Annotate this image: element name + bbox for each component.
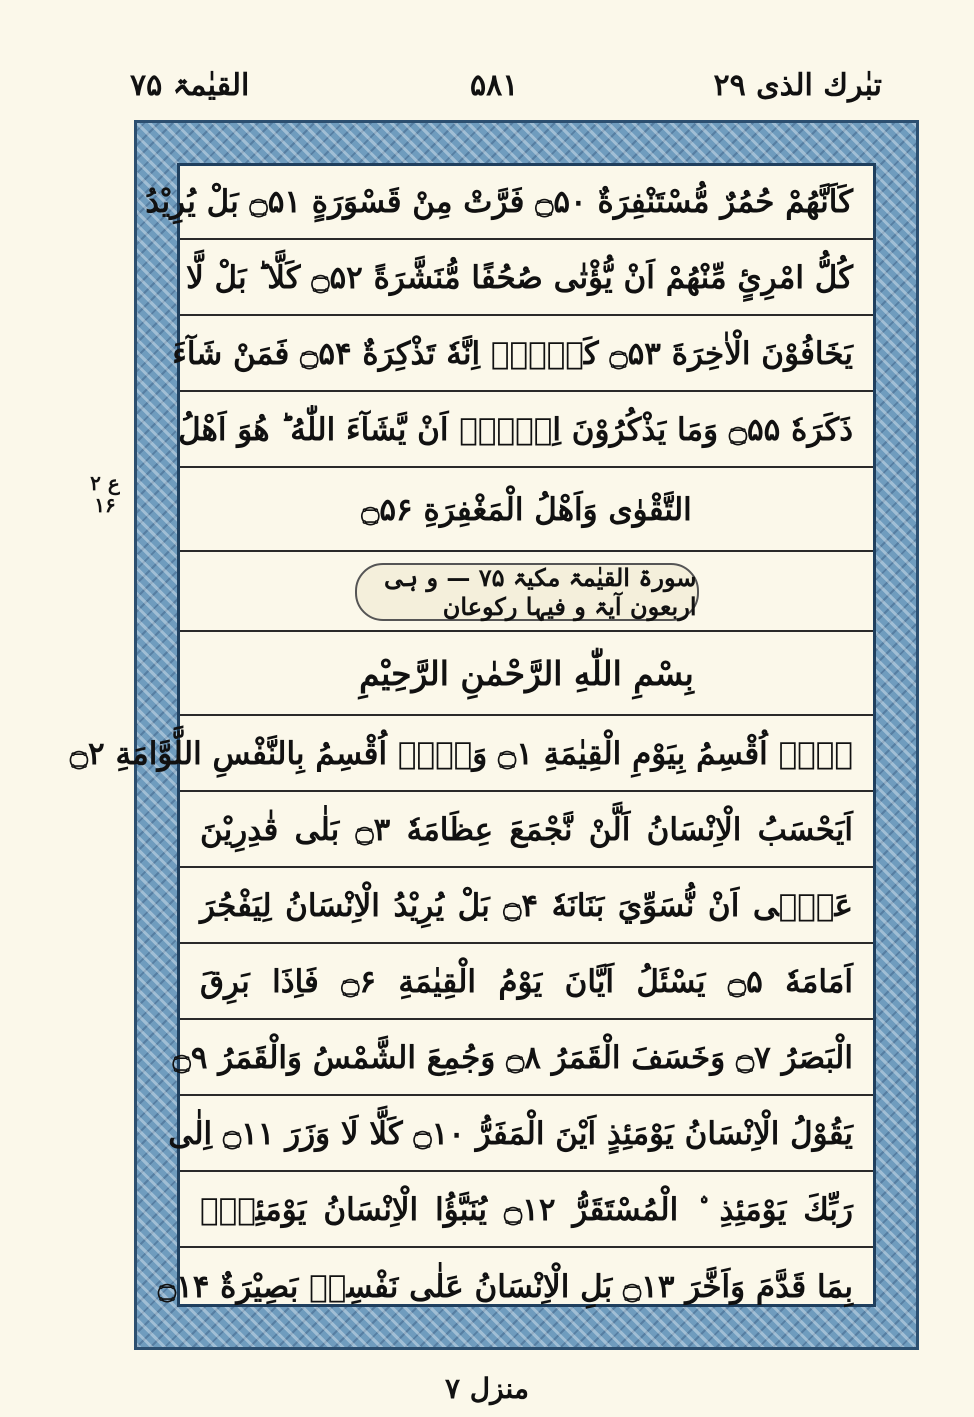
verse-text: كَاَنَّهُمْ حُمُرٌ مُّسْتَنْفِرَةٌ ۝۵۰ فَرَّتْ مِنْ قَسْوَرَةٍ ۝۵۱ بَلْ يُرِيْدُ bbox=[145, 184, 853, 220]
surah-title-text: سورۃ القیٰمۃ مکیۃ ۷۵ — و ہی اربعون آیۃ و فیہا رکوعان bbox=[355, 563, 699, 621]
manzil-footer: منزل ۷ bbox=[444, 1372, 530, 1405]
verse-line-8 bbox=[180, 870, 873, 944]
page-number: ۵۸۱ bbox=[470, 68, 519, 103]
bismillah-line bbox=[180, 632, 873, 716]
verse-line-6 bbox=[69, 718, 873, 792]
verse-text: اَمَامَهٗ ۝۵ يَسْئَلُ اَيَّانَ يَوْمُ الْقِيٰمَةِ ۝۶ فَاِذَا بَرِقَ bbox=[200, 964, 853, 1000]
verse-text: التَّقْوٰى وَاَهْلُ الْمَغْفِرَةِ ۝۵۶ bbox=[361, 492, 692, 528]
verse-line-1 bbox=[145, 166, 873, 240]
verse-line-11 bbox=[168, 1098, 873, 1172]
verse-text: كُلُّ امْرِئٍ مِّنْهُمْ اَنْ يُّؤْتٰى صُحُفًا مُّنَشَّرَةً ۝۵۲ كَلَّا ؕ بَلْ لَّا bbox=[186, 260, 853, 296]
verse-line-13 bbox=[157, 1250, 873, 1324]
verse-text: بِمَا قَدَّمَ وَاَخَّرَ ۝۱۳ بَلِ الْاِنْسَانُ عَلٰى نَفْسِهٖ بَصِيْرَةٌ ۝۱۴ bbox=[157, 1269, 853, 1305]
verse-line-9 bbox=[180, 946, 873, 1020]
verse-text: لَاۤ اُقْسِمُ بِيَوْمِ الْقِيٰمَةِ ۝۱ وَلَاۤ اُقْسِمُ بِالنَّفْسِ اللَّوَّامَةِ ۝۲ bbox=[69, 736, 853, 772]
verse-text: الْبَصَرُ ۝۷ وَخَسَفَ الْقَمَرُ ۝۸ وَجُمِعَ الشَّمْسُ وَالْقَمَرُ ۝۹ bbox=[172, 1040, 853, 1076]
verse-line-3 bbox=[172, 318, 873, 392]
bismillah-text: بِسْمِ اللّٰهِ الرَّحْمٰنِ الرَّحِيْمِ bbox=[359, 653, 694, 693]
verse-line-4 bbox=[180, 394, 873, 468]
verse-line-5 bbox=[180, 470, 873, 552]
verse-text: رَبِّكَ يَوْمَئِذِ ۨ الْمُسْتَقَرُّ ۝۱۲ يُنَبَّؤُا الْاِنْسَانُ يَوْمَئِذٍۢ bbox=[200, 1192, 853, 1228]
verse-text: ذَكَرَهٗ ۝۵۵ وَمَا يَذْكُرُوْنَ اِلَّاۤ اَنْ يَّشَآءَ اللّٰهُ ؕ هُوَ اَهْلُ bbox=[178, 412, 853, 448]
verse-line-10 bbox=[172, 1022, 873, 1096]
verse-text: عَلٰۤى اَنْ نُّسَوِّيَ بَنَانَهٗ ۝۴ بَلْ يُرِيْدُ الْاِنْسَانُ لِيَفْجُرَ bbox=[200, 888, 853, 924]
verse-text: يَقُوْلُ الْاِنْسَانُ يَوْمَئِذٍ اَيْنَ الْمَفَرُّ ۝۱۰ كَلَّا لَا وَزَرَ ۝۱۱ اِلٰى bbox=[168, 1116, 853, 1152]
surah-title-cartouche bbox=[180, 554, 873, 632]
verse-line-7 bbox=[180, 794, 873, 868]
ruku-marker: ع ۲ ۱۶ bbox=[90, 471, 120, 517]
verse-text: اَيَحْسَبُ الْاِنْسَانُ اَلَّنْ نَّجْمَعَ عِظَامَهٗ ۝۳ بَلٰى قٰدِرِيْنَ bbox=[200, 812, 853, 848]
surah-header: القیٰمۃ ۷۵ bbox=[130, 68, 250, 103]
verse-line-2 bbox=[180, 242, 873, 316]
juz-header: تبٰرك الذی ۲۹ bbox=[713, 68, 882, 103]
verse-line-12 bbox=[180, 1174, 873, 1248]
verse-text: يَخَافُوْنَ الْاٰخِرَةَ ۝۵۳ كَلَّاۤ اِنَّهٗ تَذْكِرَةٌ ۝۵۴ فَمَنْ شَآءَ bbox=[172, 336, 853, 372]
